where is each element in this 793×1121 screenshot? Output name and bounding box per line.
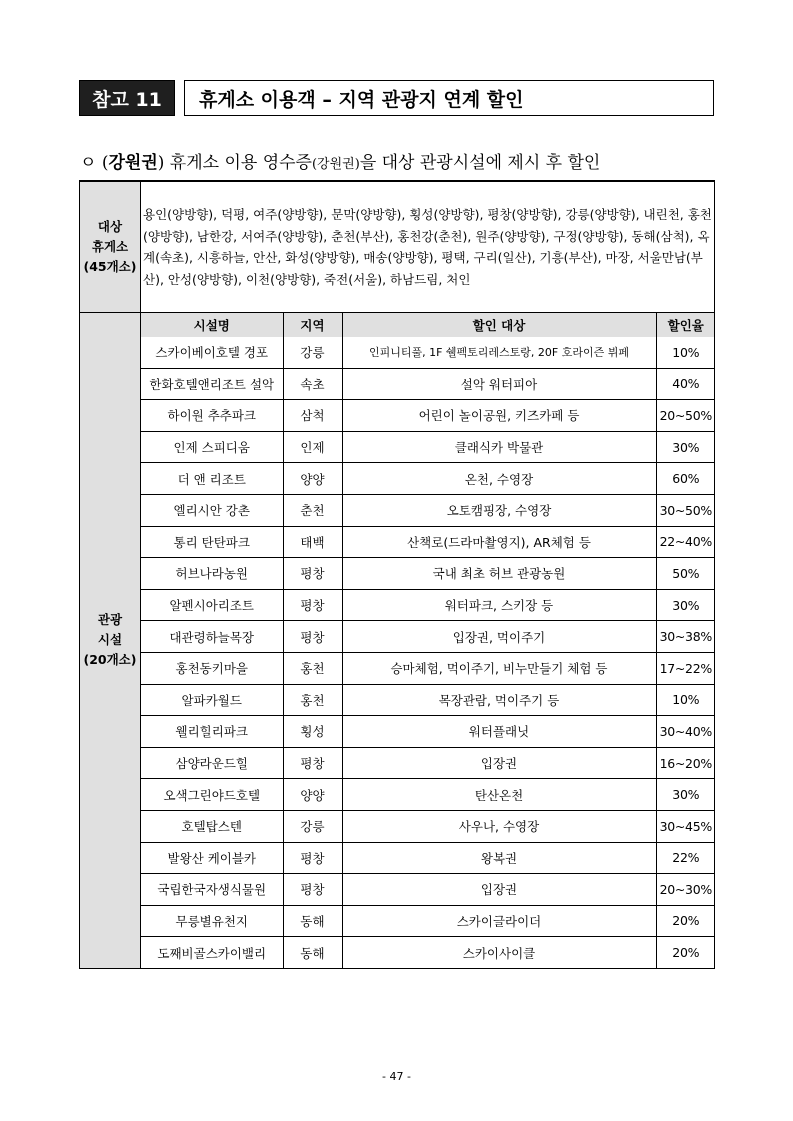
region-cell: 평창 <box>283 589 342 621</box>
discount-target-cell: 왕복권 <box>342 842 656 874</box>
discount-rate-cell: 17~22% <box>656 652 715 684</box>
discount-rate-cell: 60% <box>656 463 715 495</box>
discount-rate-cell: 20% <box>656 937 715 968</box>
discount-rate-cell: 22~40% <box>656 526 715 558</box>
discount-target-cell: 사우나, 수영장 <box>342 810 656 842</box>
discount-rate-cell: 20% <box>656 905 715 937</box>
table-row <box>141 621 715 653</box>
table-row <box>141 684 715 716</box>
facility-label <box>80 313 141 969</box>
facility-name-cell: 하이원 추추파크 <box>141 400 283 432</box>
discount-table <box>79 180 715 969</box>
region-cell: 동해 <box>283 937 342 968</box>
discount-rate-cell: 10% <box>656 337 715 368</box>
region-cell: 홍천 <box>283 684 342 716</box>
region-cell: 인제 <box>283 431 342 463</box>
facility-header-row <box>141 313 715 337</box>
table-row <box>141 842 715 874</box>
target-label <box>80 181 141 313</box>
discount-target-cell: 인피니티풀, 1F 쉘펙토리레스토랑, 20F 호라이즌 뷔페 <box>342 337 656 368</box>
table-row <box>141 337 715 368</box>
facility-name-cell: 웰리힐리파크 <box>141 716 283 748</box>
discount-target-cell: 국내 최초 허브 관광농원 <box>342 558 656 590</box>
facility-label-line: (20개소) <box>83 652 137 668</box>
intro-small: (강원권) <box>311 157 360 172</box>
facility-name-cell: 스카이베이호텔 경포 <box>141 337 283 368</box>
region-cell: 평창 <box>283 558 342 590</box>
region-cell: 속초 <box>283 368 342 400</box>
facility-label-line: 관광 <box>97 612 123 628</box>
discount-target-cell: 스카이글라이더 <box>342 905 656 937</box>
facility-name-cell: 알펜시아리조트 <box>141 589 283 621</box>
table-row <box>141 810 715 842</box>
intro-part2: 을 대상 관광시설에 제시 후 할인 <box>359 153 601 173</box>
facility-name-cell: 국립한국자생식물원 <box>141 874 283 906</box>
table-row <box>141 494 715 526</box>
discount-target-cell: 산책로(드라마촬영지), AR체험 등 <box>342 526 656 558</box>
facility-name-cell: 삼양라운드힐 <box>141 747 283 779</box>
discount-target-cell: 어린이 놀이공원, 키즈카페 등 <box>342 400 656 432</box>
facility-name-cell: 알파카월드 <box>141 684 283 716</box>
intro-bullet: ㅇ ( <box>80 153 109 173</box>
region-cell: 삼척 <box>283 400 342 432</box>
discount-rate-cell: 22% <box>656 842 715 874</box>
facility-table <box>141 313 715 968</box>
region-cell: 양양 <box>283 463 342 495</box>
discount-target-cell: 설악 워터피아 <box>342 368 656 400</box>
target-label-line: (45개소) <box>83 259 137 274</box>
target-rest-area-row <box>80 181 715 313</box>
discount-rate-cell: 10% <box>656 684 715 716</box>
table-row <box>141 937 715 968</box>
discount-target-cell: 워터파크, 스키장 등 <box>342 589 656 621</box>
discount-rate-cell: 30% <box>656 431 715 463</box>
region-cell: 양양 <box>283 779 342 811</box>
table-row <box>141 400 715 432</box>
region-cell: 평창 <box>283 747 342 779</box>
target-label-line: 휴게소 <box>91 239 129 254</box>
discount-target-cell: 입장권, 먹이주기 <box>342 621 656 653</box>
discount-target-cell: 탄산온천 <box>342 779 656 811</box>
facility-name-cell: 오색그린야드호텔 <box>141 779 283 811</box>
table-row <box>141 463 715 495</box>
column-header: 할인 대상 <box>342 313 656 337</box>
region-cell: 홍천 <box>283 652 342 684</box>
discount-rate-cell: 30% <box>656 589 715 621</box>
table-row <box>141 747 715 779</box>
facility-label-line: 시설 <box>97 632 123 648</box>
facility-name-cell: 더 앤 리조트 <box>141 463 283 495</box>
column-header: 지역 <box>283 313 342 337</box>
region-cell: 태백 <box>283 526 342 558</box>
region-cell: 강릉 <box>283 337 342 368</box>
facility-name-cell: 도째비골스카이밸리 <box>141 937 283 968</box>
column-header: 시설명 <box>141 313 283 337</box>
column-header: 할인율 <box>656 313 715 337</box>
facility-name-cell: 통리 탄탄파크 <box>141 526 283 558</box>
facility-name-cell: 홍천동키마을 <box>141 652 283 684</box>
table-row <box>141 779 715 811</box>
facility-name-cell: 발왕산 케이블카 <box>141 842 283 874</box>
region-cell: 평창 <box>283 874 342 906</box>
facility-name-cell: 대관령하늘목장 <box>141 621 283 653</box>
discount-table-wrapper <box>79 180 714 969</box>
table-row <box>141 652 715 684</box>
table-row <box>141 526 715 558</box>
discount-rate-cell: 20~30% <box>656 874 715 906</box>
region-cell: 평창 <box>283 842 342 874</box>
page-number: - 47 - <box>382 1070 411 1083</box>
reference-tag: 참고 11 <box>79 80 175 116</box>
discount-target-cell: 스카이사이클 <box>342 937 656 968</box>
discount-rate-cell: 30~45% <box>656 810 715 842</box>
discount-target-cell: 워터플래닛 <box>342 716 656 748</box>
page-title: 휴게소 이용객 – 지역 관광지 연계 할인 <box>184 80 714 116</box>
table-row <box>141 431 715 463</box>
intro-region: 강원권 <box>108 153 158 173</box>
facility-table-cell <box>141 313 715 969</box>
facility-name-cell: 인제 스피디움 <box>141 431 283 463</box>
region-cell: 강릉 <box>283 810 342 842</box>
facility-name-cell: 허브나라농원 <box>141 558 283 590</box>
discount-target-cell: 입장권 <box>342 874 656 906</box>
discount-target-cell: 승마체험, 먹이주기, 비누만들기 체험 등 <box>342 652 656 684</box>
table-row <box>141 874 715 906</box>
facility-name-cell: 무릉별유천지 <box>141 905 283 937</box>
discount-rate-cell: 50% <box>656 558 715 590</box>
discount-rate-cell: 16~20% <box>656 747 715 779</box>
discount-rate-cell: 20~50% <box>656 400 715 432</box>
region-cell: 춘천 <box>283 494 342 526</box>
table-row <box>141 368 715 400</box>
discount-target-cell: 온천, 수영장 <box>342 463 656 495</box>
target-rest-area-list: 용인(양방향), 덕평, 여주(양방향), 문막(양방향), 횡성(양방향), 평창(양방향), 강릉(양방향), 내린천, 홍천(양방향), 남한강, 서여주(양방향), 춘천(부산), 홍천강(춘천), 원주(양방향), 구정(양방향), 동해(삼척), 옥계(속초), 시흥하늘, 안산, 화성(양방향), 매송(양방향), 평택, 구리(일산), 기흥(부산), 마장, 서울만남(부산), 안성(양방향), 이천(양방향), 죽전(서울), 하남드림, 처인 <box>141 181 715 313</box>
discount-target-cell: 오토캠핑장, 수영장 <box>342 494 656 526</box>
facility-name-cell: 엘리시안 강촌 <box>141 494 283 526</box>
facility-row <box>80 313 715 969</box>
region-cell: 횡성 <box>283 716 342 748</box>
target-label-line: 대상 <box>97 219 123 234</box>
discount-target-cell: 목장관람, 먹이주기 등 <box>342 684 656 716</box>
region-cell: 동해 <box>283 905 342 937</box>
discount-rate-cell: 30% <box>656 779 715 811</box>
facility-table-body <box>141 337 715 968</box>
discount-rate-cell: 40% <box>656 368 715 400</box>
discount-rate-cell: 30~40% <box>656 716 715 748</box>
table-row <box>141 589 715 621</box>
table-row <box>141 716 715 748</box>
discount-rate-cell: 30~38% <box>656 621 715 653</box>
facility-name-cell: 호텔탑스텐 <box>141 810 283 842</box>
discount-target-cell: 입장권 <box>342 747 656 779</box>
region-cell: 평창 <box>283 621 342 653</box>
intro-sentence <box>80 148 600 173</box>
discount-rate-cell: 30~50% <box>656 494 715 526</box>
table-row <box>141 905 715 937</box>
intro-part1: ) 휴게소 이용 영수증 <box>157 153 312 173</box>
reference-header <box>79 80 714 116</box>
facility-name-cell: 한화호텔앤리조트 설악 <box>141 368 283 400</box>
discount-target-cell: 클래식카 박물관 <box>342 431 656 463</box>
table-row <box>141 558 715 590</box>
